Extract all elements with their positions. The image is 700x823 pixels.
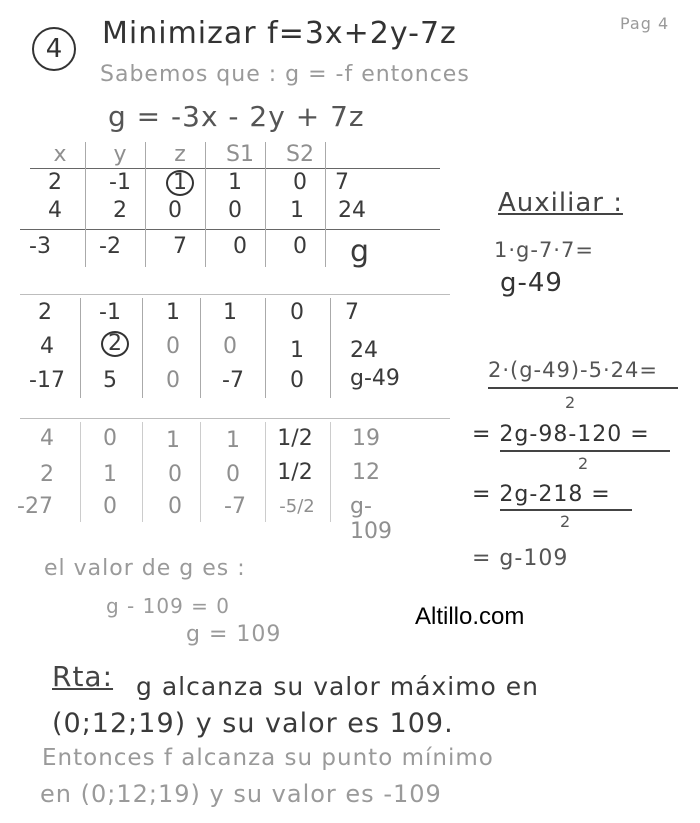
problem-number: 4 (32, 27, 76, 71)
table1-header-y: y (113, 142, 127, 167)
step-2-fraction-bar (500, 450, 670, 452)
table-cell: 0 (103, 426, 117, 451)
pivot-cell (155, 170, 205, 196)
table-cell: 0 (293, 234, 307, 259)
header-line-2: Sabemos que : g = -f entonces (100, 62, 470, 87)
watermark-text: Altillo.com (415, 603, 525, 630)
step-1-denominator: 2 (565, 393, 577, 412)
table1-header-z: z (174, 142, 186, 167)
table-cell: 1 (290, 338, 304, 363)
table-cell: -1 (109, 170, 131, 195)
table2-divider (142, 298, 143, 398)
table-cell: 1/2 (277, 460, 313, 485)
table3-top-rule (20, 418, 450, 419)
step-1-numerator: 2·(g-49)-5·24= (488, 358, 658, 382)
auxiliar-title: Auxiliar : (498, 188, 623, 218)
table-cell: 2 (40, 462, 54, 487)
table-cell: 1 (166, 428, 180, 453)
table-cell: 0 (168, 494, 182, 519)
step-2-denominator: 2 (578, 454, 590, 473)
table-cell: 4 (40, 426, 54, 451)
table-cell: 1 (228, 170, 242, 195)
table-cell: 1 (223, 300, 237, 325)
table-cell: 0 (223, 334, 237, 359)
table-cell: -2 (99, 234, 121, 259)
table-cell: -5/2 (279, 496, 315, 517)
table-cell: 0 (228, 198, 242, 223)
table-cell: -1 (99, 300, 121, 325)
value-line-1: el valor de g es : (44, 556, 246, 581)
table-cell: 2 (101, 331, 129, 357)
table-cell: 2 (48, 170, 62, 195)
auxiliar-line-2: g-49 (500, 268, 563, 298)
table-cell: 4 (40, 334, 54, 359)
step-2-numerator: = 2g-98-120 = (472, 422, 650, 447)
table3-divider (265, 422, 266, 522)
table-cell: 2 (38, 300, 52, 325)
table-cell: 7 (173, 234, 187, 259)
table1-divider (205, 142, 206, 267)
step-3-denominator: 2 (560, 512, 572, 531)
table-cell: 0 (168, 198, 182, 223)
table1-objective-rule (20, 229, 440, 230)
table-cell: 5 (103, 368, 117, 393)
value-line-3: g = 109 (186, 622, 282, 647)
table-cell: 0 (168, 462, 182, 487)
value-line-2: g - 109 = 0 (106, 594, 230, 618)
table-cell: 0 (166, 334, 180, 359)
table1-divider (265, 142, 266, 267)
table-cell: 0 (233, 234, 247, 259)
table-cell: 1/2 (277, 426, 313, 451)
table-cell: g-109 (350, 494, 392, 544)
table-cell: 2 (113, 198, 127, 223)
table-cell: 1 (166, 300, 180, 325)
table1-header-rule (30, 168, 440, 169)
table1-header-s2: S2 (286, 142, 314, 167)
answer-label: Rta: (52, 660, 114, 693)
answer-line-1: g alcanza su valor máximo en (136, 672, 540, 701)
table-cell: 0 (226, 462, 240, 487)
table2-divider (80, 298, 81, 398)
table3-divider (142, 422, 143, 522)
auxiliar-line-1: 1·g-7·7= (494, 238, 594, 262)
table-cell: 1 (103, 462, 117, 487)
table-cell: 24 (350, 338, 378, 363)
table-cell: -17 (29, 368, 65, 393)
answer-line-2: (0;12;19) y su valor es 109. (52, 708, 454, 739)
pivot-cell (90, 331, 140, 357)
table-cell: 19 (352, 426, 380, 451)
table-cell: 0 (166, 368, 180, 393)
table-cell: 0 (290, 368, 304, 393)
step-1-fraction-bar (488, 387, 678, 389)
table-cell: g-49 (350, 366, 400, 391)
table2-divider (200, 298, 201, 398)
answer-line-4: en (0;12;19) y su valor es -109 (40, 780, 442, 808)
table-cell: 1 (290, 198, 304, 223)
table-cell: 0 (293, 170, 307, 195)
table3-divider (200, 422, 201, 522)
table-cell: -7 (224, 494, 246, 519)
table3-divider (330, 422, 331, 522)
table-cell: 1 (226, 428, 240, 453)
table-cell: 7 (345, 300, 359, 325)
table1-divider (325, 142, 326, 267)
step-3-fraction-bar (500, 509, 632, 511)
table-cell: 0 (290, 300, 304, 325)
answer-line-3: Entonces f alcanza su punto mínimo (42, 745, 494, 771)
table-cell: -27 (17, 494, 53, 519)
table3-divider (80, 422, 81, 522)
page-label: Pag 4 (620, 14, 670, 33)
table-cell: 12 (352, 460, 380, 485)
table1-header-s1: S1 (226, 142, 254, 167)
table-cell: 0 (103, 494, 117, 519)
table2-top-rule (20, 294, 450, 295)
table1-divider (85, 142, 86, 267)
table-cell: -7 (222, 368, 244, 393)
table-cell: 4 (48, 198, 62, 223)
table-cell: 7 (335, 170, 349, 195)
table1-header-x: x (53, 142, 67, 167)
table2-divider (265, 298, 266, 398)
table2-divider (330, 298, 331, 398)
step-3-numerator: = 2g-218 = (472, 482, 611, 507)
table-cell: 24 (338, 198, 366, 223)
problem-title: Minimizar f=3x+2y-7z (102, 16, 457, 51)
step-4: = g-109 (472, 546, 569, 571)
table-cell: -3 (29, 234, 51, 259)
header-line-3: g = -3x - 2y + 7z (108, 100, 365, 133)
table1-divider (145, 142, 146, 267)
table-cell: g (350, 234, 370, 269)
table-cell: 1 (166, 170, 194, 196)
